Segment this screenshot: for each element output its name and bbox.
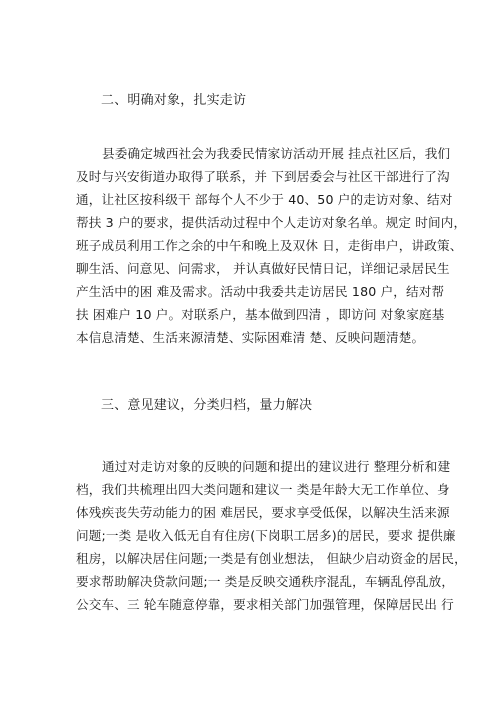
paragraph-line: 扶 困难户 10 户。对联系户，基本做到四清 ，即访问 对象家庭基: [76, 307, 445, 322]
paragraph-line: 本信息清楚、生活来源清楚、实际困难清 楚、反映问题清楚。: [76, 330, 425, 345]
section-paragraph-2: [76, 144, 467, 351]
paragraph-line: 体残疾丧失劳动能力的困 难居民，要求享受低保，以解决生活来源: [76, 505, 450, 520]
paragraph-line: 及时与兴安街道办取得了联系，并 下到居委会与社区干部进行了沟: [76, 169, 450, 184]
paragraph-line: 档，我们共梳理出四大类问题和建议一 类是年龄大无工作单位、身: [76, 482, 450, 497]
paragraph-line: 租房，以解决居住问题;一类是有创业想法， 但缺少启动资金的居民，: [76, 551, 467, 566]
paragraph-line: 产生活中的困 难及需求。活动中我委共走访居民 180 户，结对帮: [76, 284, 445, 299]
section-paragraph-3: [76, 457, 467, 618]
paragraph-line: 聊生活、问意见、问需求， 并认真做好民情日记，详细记录居民生: [76, 261, 450, 276]
paragraph-line: 公交车、三 轮车随意停靠，要求相关部门加强管理，保障居民出 行: [76, 597, 454, 612]
paragraph-line: 班子成员利用工作之余的中午和晚上及双休 日，走街串户，讲政策、: [76, 238, 463, 253]
paragraph-line: 帮扶 3 户的要求，提供活动过程中个人走访对象名单。规定 时间内，: [76, 215, 467, 230]
section-heading-2: 二、明确对象，扎实走访: [101, 93, 247, 108]
paragraph-line: 县委确定城西社会为我委民情家访活动开展 挂点社区后，我们: [102, 146, 451, 161]
paragraph-line: 通，让社区按科级干 部每个人不少于 40、50 户的走访对象、结对: [76, 192, 453, 207]
paragraph-line: 要求帮助解决贷款问题;一 类是反映交通秩序混乱，车辆乱停乱放，: [76, 574, 455, 589]
paragraph-line: 问题;一类 是收入低无自有住房(下岗职工居多)的居民，要求 提供廉: [76, 528, 456, 543]
paragraph-line: 通过对走访对象的反映的问题和提出的建议进行 整理分析和建: [102, 459, 451, 474]
section-heading-3: 三、意见建议，分类归档，量力解决: [101, 398, 313, 413]
